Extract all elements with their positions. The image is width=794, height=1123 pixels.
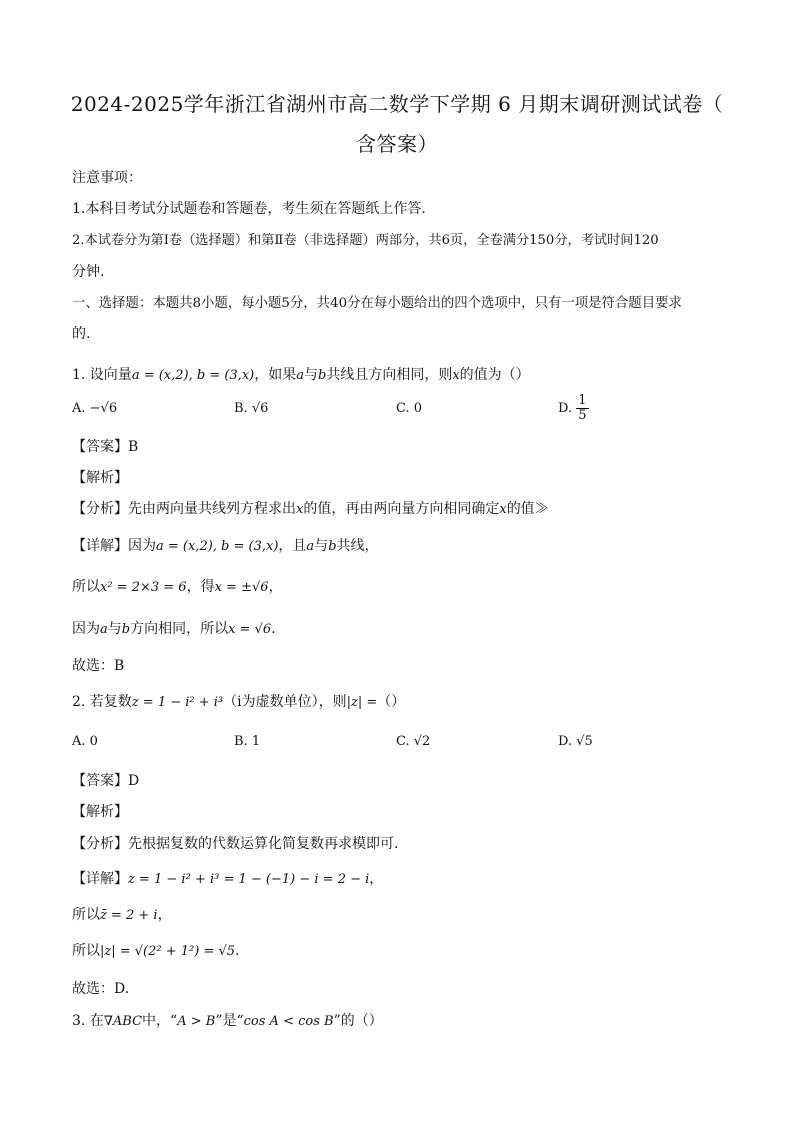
q1-option-c: C. 0 — [396, 401, 423, 416]
q1-choice: 故选：B — [72, 658, 125, 674]
q2-option-d: D. √5 — [558, 734, 593, 749]
q2-answer: 【答案】D — [72, 773, 140, 789]
q1-answer: 【答案】B — [72, 439, 139, 455]
question-3: 3. 在∇ABC中，“A > B”是“cos A < cos B”的（） — [72, 1013, 383, 1029]
q2-step-1: 所以z̄ = 2 + i， — [72, 907, 172, 923]
question-1: 1. 设向量a = (x,2), b = (3,x)，如果a与b共线且方向相同，则x的值为（） — [72, 367, 530, 383]
q2-choice: 故选：D. — [72, 981, 130, 997]
q1-option-d-fraction: $\frac{1}{5}$ — [578, 393, 587, 423]
q1-analysis: 【分析】先由两向量共线列方程求出x的值，再由两向量方向相同确定x的值≫ — [72, 501, 549, 517]
q2-jiexi: 【解析】 — [72, 804, 128, 820]
q2-option-b: B. 1 — [234, 734, 261, 749]
section-heading: 一、选择题：本题共8小题，每小题5分，共40分在每小题给出的四个选项中，只有一项是符合题目要求 — [72, 296, 682, 311]
q1-option-d: D. $\frac{1}{5}$ — [558, 393, 587, 423]
notice-item-1: 1.本科目考试分试题卷和答题卷，考生须在答题纸上作答. — [72, 201, 426, 217]
q1-jiexi: 【解析】 — [72, 470, 128, 486]
q2-step-2: 所以|z| = √(2² + 1²) = √5. — [72, 943, 240, 959]
notice-item-2: 2.本试卷分为第Ⅰ卷（选择题）和第Ⅱ卷（非选择题）两部分，共6页，全卷满分150分，考试时间120 — [72, 233, 659, 248]
doc-title-line2: 含答案） — [356, 132, 438, 156]
q1-step-2: 因为a与b方向相同，所以x = √6. — [72, 621, 276, 637]
q1-vector-expr: a = (x,2), b = (3,x) — [131, 368, 255, 383]
notice-heading: 注意事项： — [72, 170, 142, 186]
question-2: 2. 若复数z = 1 − i² + i³（i为虚数单位），则|z| =（） — [72, 694, 406, 710]
q2-detail: 【详解】z = 1 − i² + i³ = 1 − (−1) − i = 2 − i， — [72, 871, 384, 887]
q1-option-a: A. −√6 — [72, 401, 118, 416]
notice-item-2-cont: 分钟. — [72, 264, 105, 280]
q1-detail: 【详解】因为a = (x,2), b = (3,x)，且a与b共线， — [72, 538, 379, 554]
q2-analysis: 【分析】先根据复数的代数运算化简复数再求模即可. — [72, 836, 399, 852]
doc-title-line1: 2024-2025学年浙江省湖州市高二数学下学期 6 月期末调研测试试卷（ — [70, 92, 724, 116]
q2-option-c: C. √2 — [396, 734, 431, 749]
q1-option-b: B. √6 — [234, 401, 269, 416]
q2-option-a: A. 0 — [72, 734, 98, 749]
q1-step-1: 所以x² = 2×3 = 6，得x = ±√6， — [72, 579, 283, 595]
section-heading-cont: 的. — [72, 326, 91, 342]
